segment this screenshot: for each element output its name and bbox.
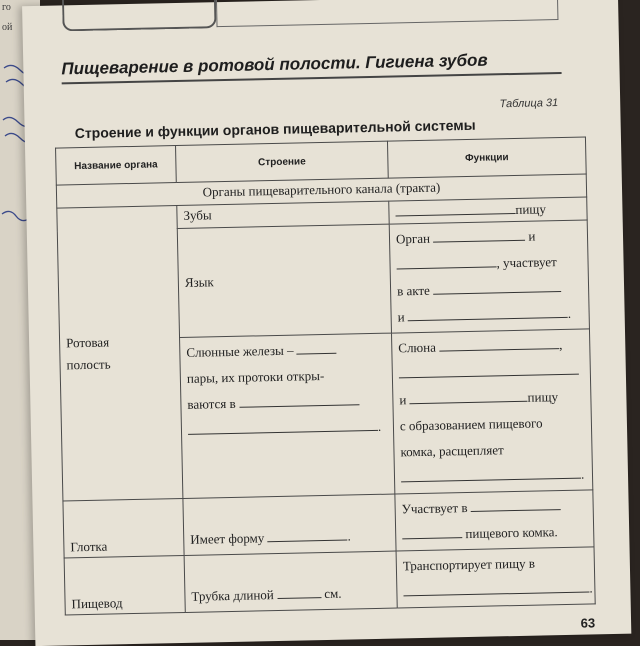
fill-blank[interactable]	[408, 305, 568, 321]
fill-blank[interactable]	[396, 254, 496, 269]
esophagus-structure: Трубка длиной см.	[184, 551, 397, 612]
table-title: Строение и функции органов пищеварительной системы	[74, 116, 476, 142]
digestive-organs-table	[55, 136, 596, 615]
header-structure: Строение	[176, 141, 389, 182]
tongue-structure: Язык	[177, 224, 391, 337]
table-row-esophagus	[64, 547, 595, 615]
glands-function: Слюна , и пищу с образованием пищевого комка, расщепляет .	[391, 329, 592, 494]
teeth-structure: Зубы	[177, 201, 389, 228]
fill-blank[interactable]	[471, 497, 561, 512]
organ-esophagus: Пищевод	[64, 555, 185, 615]
fill-blank[interactable]	[403, 579, 589, 596]
fill-blank[interactable]	[267, 528, 347, 543]
fill-blank[interactable]	[297, 341, 337, 355]
left-page-text-fragment: ой	[2, 22, 13, 33]
pharynx-function: Участвует в пищевого комка.	[395, 490, 594, 551]
organ-oral-cavity: Ротовая полость	[57, 206, 183, 501]
fill-blank[interactable]	[277, 585, 321, 599]
fill-blank[interactable]	[239, 392, 359, 408]
pharynx-structure: Имеет форму .	[183, 494, 396, 555]
fill-blank[interactable]	[401, 466, 581, 483]
esophagus-function: Транспортирует пищу в .	[396, 547, 595, 608]
organ-pharynx: Глотка	[63, 498, 184, 558]
table-number: Таблица 31	[499, 97, 559, 111]
fill-blank[interactable]	[399, 362, 579, 379]
fill-blank[interactable]	[409, 389, 527, 404]
fill-blank[interactable]	[433, 228, 525, 243]
fill-blank[interactable]	[402, 525, 462, 539]
tongue-function: Орган и , участвует в акте и .	[389, 220, 589, 333]
previous-table-fragment	[216, 0, 559, 27]
workbook-page	[22, 0, 631, 646]
page-number: 63	[580, 615, 596, 631]
header-functions: Функции	[387, 137, 586, 178]
fill-blank[interactable]	[395, 201, 515, 217]
fill-blank[interactable]	[433, 279, 561, 295]
fill-blank[interactable]	[439, 336, 559, 352]
glands-structure: Слюнные железы – пары, их протоки откры- ваются в .	[180, 333, 395, 498]
teeth-function: пищу	[389, 197, 587, 224]
header-organ: Название органа	[56, 146, 177, 186]
page-title: Пищеварение в ротовой полости. Гигиена зубов	[61, 49, 561, 84]
section-title: Органы пищеварительного канала (тракта)	[56, 174, 586, 208]
left-page-text-fragment: го	[2, 2, 11, 13]
fill-blank[interactable]	[188, 418, 378, 435]
previous-table-fragment	[62, 0, 217, 31]
